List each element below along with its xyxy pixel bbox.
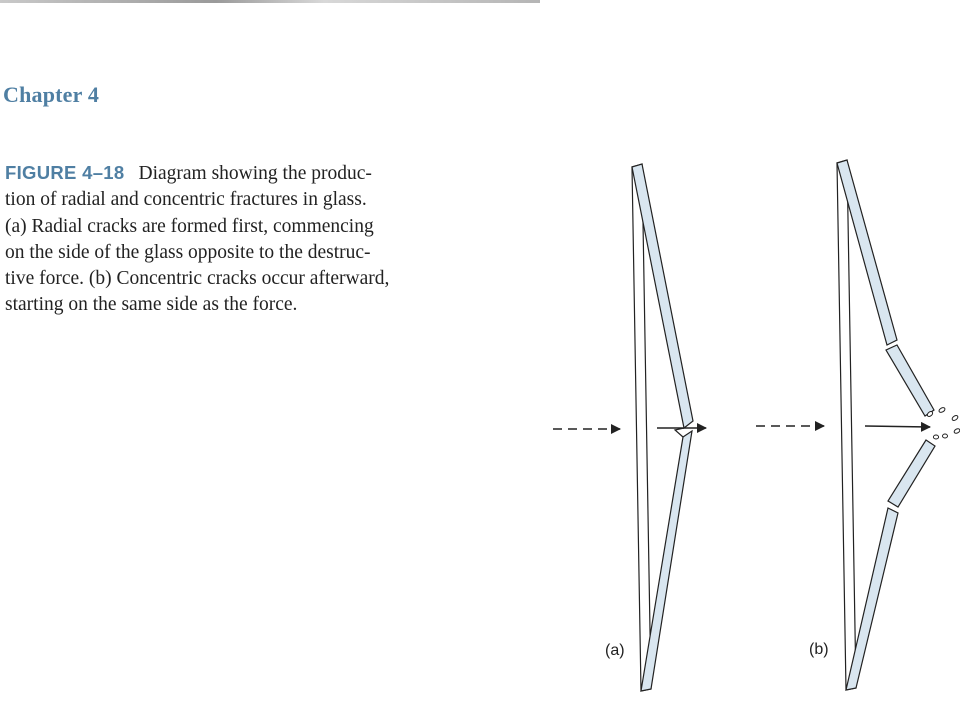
panel-b-upper-fragment — [886, 345, 934, 416]
caption-line-5: tive force. (b) Concentric cracks occur afterward, — [5, 268, 390, 290]
caption-line-4: on the side of the glass opposite to the destruc- — [5, 241, 371, 263]
panel-a-radial-crack — [675, 428, 684, 437]
figure-label: FIGURE 4–18 — [5, 162, 125, 183]
panel-b-label: (b) — [809, 641, 829, 658]
panel-b-glass-chips — [926, 407, 960, 439]
panel-b-original-pane — [837, 160, 856, 690]
panel-b-lower-fragment — [888, 440, 935, 507]
panel-a — [553, 164, 706, 691]
caption-line-6: starting on the same side as the force. — [5, 294, 298, 316]
panel-b — [756, 160, 960, 690]
panel-b-transmit-arrow — [865, 426, 930, 427]
caption-line-3: (a) Radial cracks are formed first, commencing — [5, 215, 374, 237]
caption-line-2: tion of radial and concentric fractures in glass. — [5, 189, 367, 211]
panel-a-label: (a) — [605, 642, 625, 659]
chapter-title: Chapter 4 — [3, 82, 100, 107]
caption-text-1: Diagram showing the produc- — [138, 163, 372, 184]
